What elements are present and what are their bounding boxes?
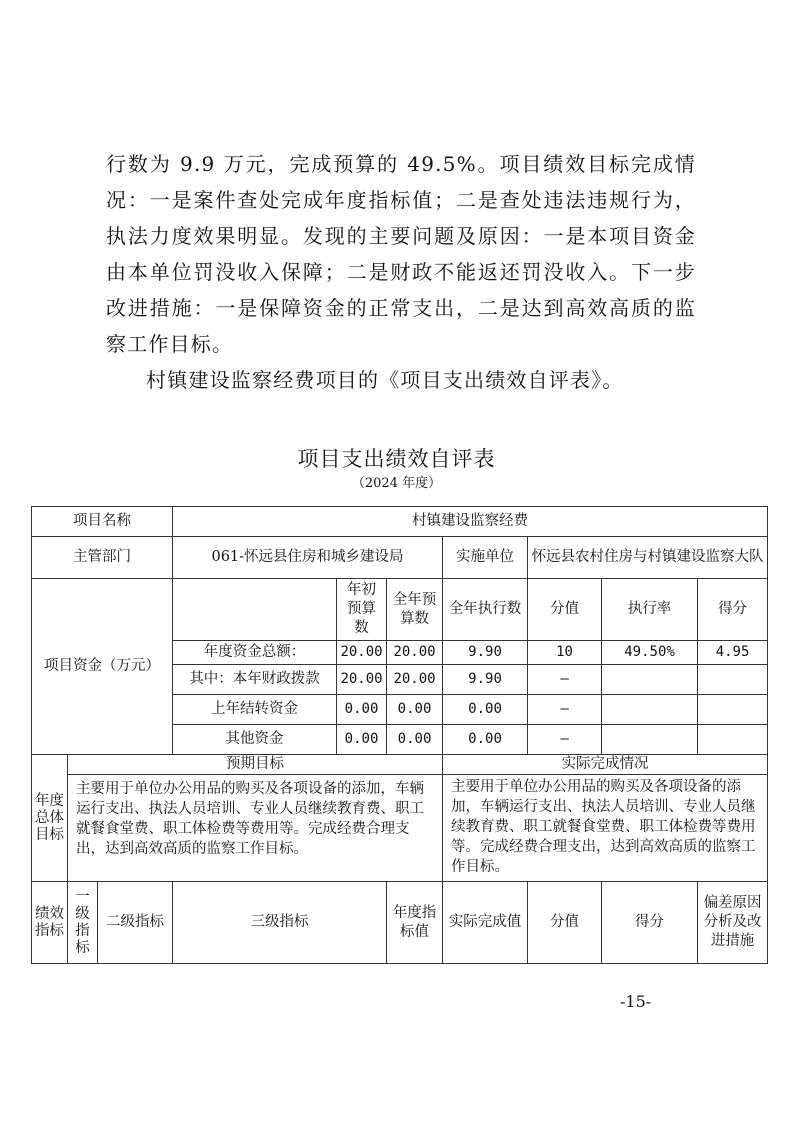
fund-exec: 0.00 [443,695,528,725]
fund-initial: 20.00 [337,641,387,665]
fund-initial: 20.00 [337,665,387,695]
indicator-level1-header: 一级指标 [68,882,98,964]
fund-value: — [528,665,602,695]
funds-header-blank [173,579,337,641]
fund-score [698,665,768,695]
fund-label: 其中：本年财政拨款 [173,665,337,695]
fund-label: 其他资金 [173,725,337,755]
body-paragraph-1: 行数为 9.9 万元，完成预算的 49.5%。项目绩效目标完成情况：一是案件查处完成年度指标值；二是查处违法违规行为，执法力度效果明显。发现的主要问题及原因：一是本项目资金由本单位罚没收入保障；二是财政不能返还罚没收入。下一步改进措施：一是保障资金的正常支出，二是达到高效高质的监察工作目标。 [106,152,696,356]
table-title: 项目支出绩效自评表 [297,447,496,471]
project-name-value: 村镇建设监察经费 [173,507,768,537]
dept-label: 主管部门 [32,537,173,579]
header-score: 得分 [698,579,768,641]
expected-goal-text: 主要用于单位办公用品的购买及各项设备的添加，车辆运行支出、执法人员培训、专业人员继续教育费、职工就餐食堂费、职工体检费等费用等。完成经费合理支出，达到高效高质的监察工作目标。 [68,775,443,882]
expected-goal-header: 预期目标 [68,755,443,775]
fund-rate [602,695,698,725]
fund-value: — [528,695,602,725]
fund-exec: 9.90 [443,641,528,665]
fund-value: — [528,725,602,755]
fund-full: 0.00 [387,695,443,725]
indicator-level2-header: 二级指标 [98,882,173,964]
header-rate: 执行率 [602,579,698,641]
indicator-score-header: 得分 [602,882,698,964]
page-number: -15- [620,992,652,1011]
fund-full: 0.00 [387,725,443,755]
fund-rate [602,725,698,755]
fund-score: 4.95 [698,641,768,665]
header-execution: 全年执行数 [443,579,528,641]
fund-rate: 49.50% [602,641,698,665]
fund-full: 20.00 [387,665,443,695]
fund-rate [602,665,698,695]
indicator-level3-header: 三级指标 [173,882,387,964]
fund-score [698,725,768,755]
impl-label: 实施单位 [443,537,528,579]
indicator-annual-value-header: 年度指标值 [387,882,443,964]
funds-label: 项目资金（万元） [32,579,173,755]
fund-exec: 0.00 [443,725,528,755]
dept-value: 061-怀远县住房和城乡建设局 [173,537,443,579]
actual-status-header: 实际完成情况 [443,755,768,775]
indicator-score-value-header: 分值 [528,882,602,964]
fund-initial: 0.00 [337,695,387,725]
impl-value: 怀远县农村住房与村镇建设监察大队 [528,537,768,579]
table-year: （2024 年度） [351,476,442,491]
fund-label: 上年结转资金 [173,695,337,725]
header-full-budget: 全年预算数 [387,579,443,641]
project-name-label: 项目名称 [32,507,173,537]
indicator-actual-value-header: 实际完成值 [443,882,528,964]
performance-self-evaluation-table [31,506,768,964]
header-initial-budget: 年初预算数 [337,579,387,641]
body-paragraph-2: 村镇建设监察经费项目的《项目支出绩效自评表》。 [146,368,624,392]
actual-status-text: 主要用于单位办公用品的购买及各项设备的添加，车辆运行支出、执法人员培训、专业人员继续教育费、职工就餐食堂费、职工体检费等费用等。完成经费合理支出，达到高效高质的监察工作目标。 [443,775,768,882]
fund-value: 10 [528,641,602,665]
fund-score [698,695,768,725]
fund-full: 20.00 [387,641,443,665]
indicator-deviation-header: 偏差原因分析及改进措施 [698,882,768,964]
annual-goal-label: 年度总体目标 [32,755,68,882]
header-score-value: 分值 [528,579,602,641]
fund-initial: 0.00 [337,725,387,755]
indicator-perf-header: 绩效指标 [32,882,68,964]
fund-label: 年度资金总额： [173,641,337,665]
fund-exec: 9.90 [443,665,528,695]
